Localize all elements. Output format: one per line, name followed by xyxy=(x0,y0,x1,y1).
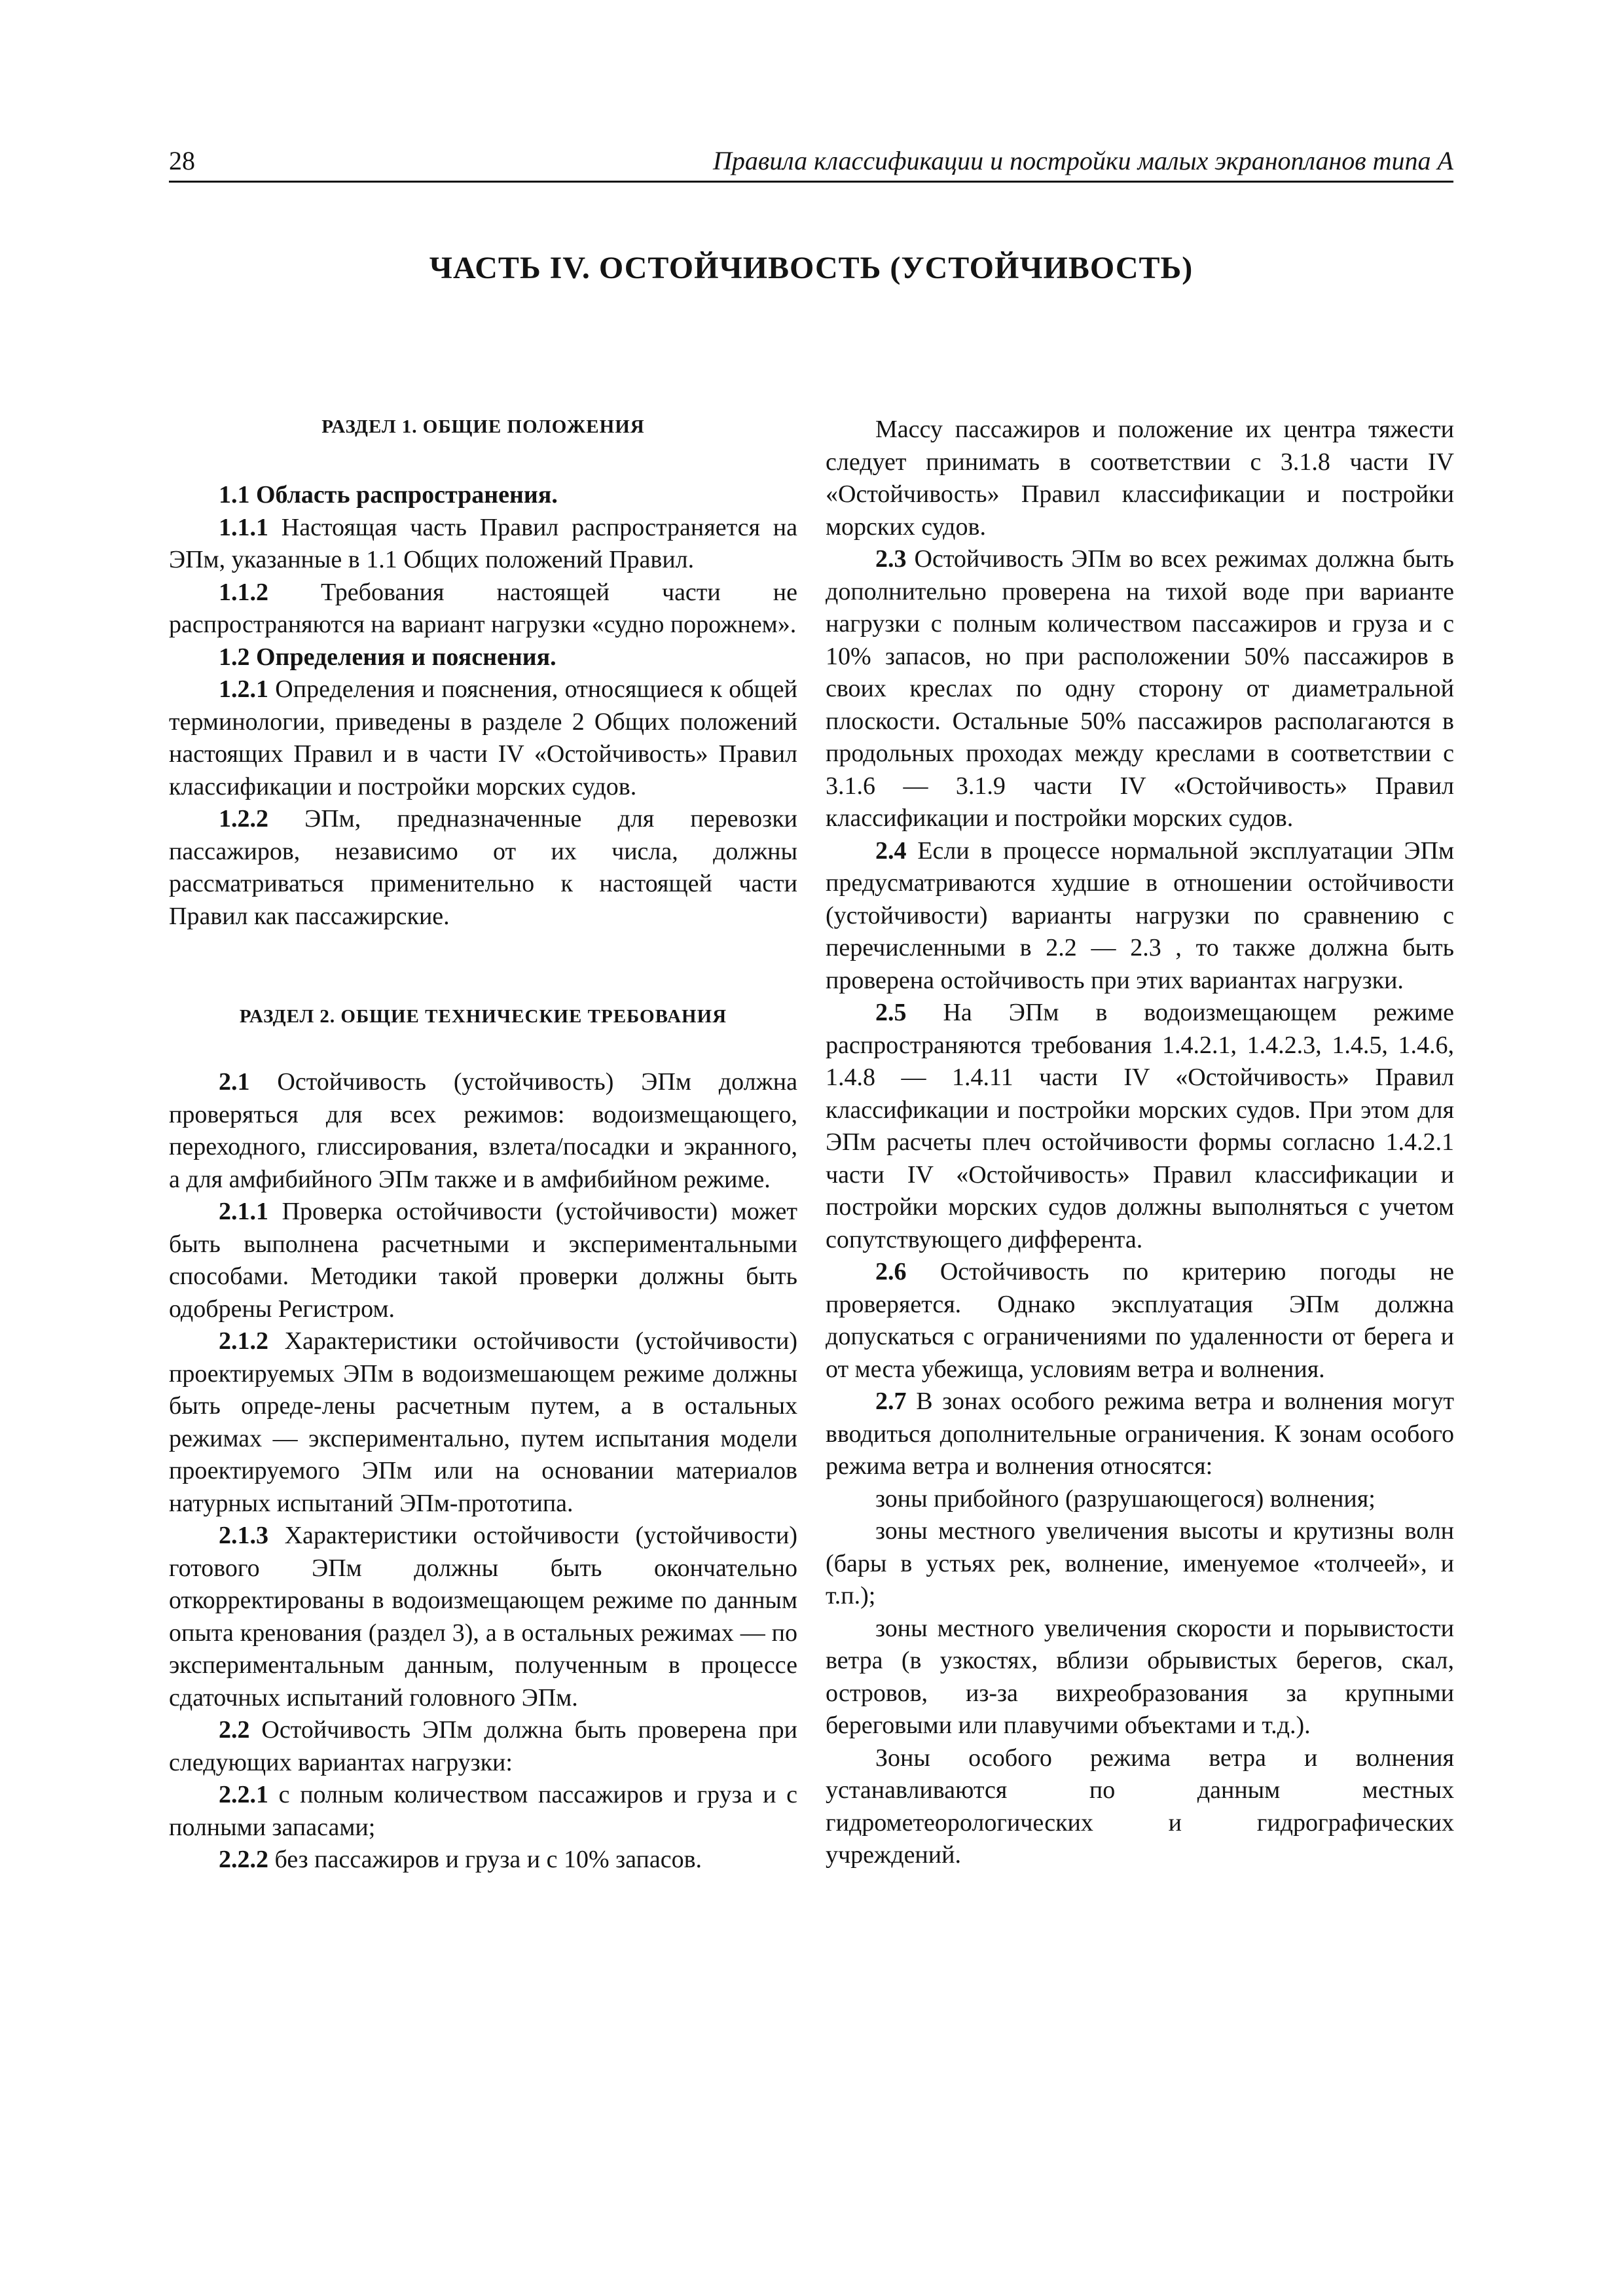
clause-text: Если в процессе нормальной эксплуатации ЭПм предусматриваются худшие в отношении остойчивости (устойчивости) варианты нагрузки по сравнению с перечисленными в 2.2 — 2.3 , то также должна быть проверена остойчивость при этих вариантах нагрузки. xyxy=(826,836,1454,994)
paragraph-1-1-2 xyxy=(169,577,797,641)
clause-number: 2.6 xyxy=(875,1258,907,1285)
paragraph-1-2-2 xyxy=(169,803,797,933)
clause-number: 2.1.3 xyxy=(219,1522,268,1549)
clause-number: 2.1 xyxy=(219,1068,250,1096)
right-column xyxy=(826,414,1454,1872)
clause-text: Остойчивость (устойчивость) ЭПм должна проверяться для всех режимов: водоизмещающего, переходного, глиссирования, взлета/посадки и экранного, а для амфибийного ЭПм также и в амфибийном режиме. xyxy=(169,1068,797,1193)
zone-item: зоны местного увеличения скорости и порывистости ветра (в узкостях, вблизи обрывистых берегов, скал, островов, из-за вихреобразования за крупными береговыми или плавучими объектами и т.д.). xyxy=(826,1614,1454,1739)
clause-number: 2.2.1 xyxy=(219,1781,268,1808)
clause-number: 2.1.1 xyxy=(219,1198,268,1225)
clause-text: Остойчивость по критерию погоды не проверяется. Однако эксплуатация ЭПм должна допускаться с ограничениями по удаленности от берега и от места убежища, условиям ветра и волнения. xyxy=(826,1258,1454,1383)
paragraph-2-1-1 xyxy=(169,1196,797,1325)
paragraph-2-3 xyxy=(826,543,1454,835)
clause-text: ЭПм, предназначенные для перевозки пассажиров, независимо от их числа, должны рассматриваться применительно к настоящей части Правил как пассажирские. xyxy=(169,805,797,930)
clause-number: 2.4 xyxy=(875,836,907,865)
zone-item: зоны местного увеличения высоты и крутизны волн (бары в устьях рек, волнение, именуемое «толчеей», и т.п.); xyxy=(826,1517,1454,1609)
paragraph-passenger-mass: Массу пассажиров и положение их центра тяжести следует принимать в соответствии с 3.1.8 части IV «Остойчивость» Правил классификации и постройки морских судов. xyxy=(826,416,1454,541)
section-2-heading: РАЗДЕЛ 2. ОБЩИЕ ТЕХНИЧЕСКИЕ ТРЕБОВАНИЯ xyxy=(239,1006,727,1027)
left-column xyxy=(169,414,797,1876)
clause-number: 1.2.1 xyxy=(219,675,268,703)
clause-number: 2.2.2 xyxy=(219,1846,268,1873)
page-number: 28 xyxy=(169,146,195,175)
clause-text: с полным количеством пассажиров и груза и с полными запасами; xyxy=(169,1781,797,1841)
part-title: ЧАСТЬ IV. ОСТОЙЧИВОСТЬ (УСТОЙЧИВОСТЬ) xyxy=(429,251,1194,285)
clause-text: Характеристики остойчивости (устойчивости) готового ЭПм должны быть окончательно откорректированы в водоизмещающем режиме по данным опыта кренования (раздел 3), а в остальных режимах — по экспериментальным данным, полученным в процессе сдаточных испытаний головного ЭПм. xyxy=(169,1522,797,1712)
paragraph-2-4 xyxy=(826,835,1454,997)
section-1-heading: РАЗДЕЛ 1. ОБЩИЕ ПОЛОЖЕНИЯ xyxy=(321,416,645,437)
clause-text: На ЭПм в водоизмещающем режиме распространяются требования 1.4.2.1, 1.4.2.3, 1.4.5, 1.4.6, 1.4.8 — 1.4.11 части IV «Остойчивость» Правил классификации и постройки морских судов. При этом для ЭПм расчеты плеч остойчивости формы согласно 1.4.2.1 части IV «Остойчивость» Правил классификации и постройки морских судов должны выполняться с учетом сопутствующего дифферента. xyxy=(826,999,1454,1253)
clause-number: 2.1.2 xyxy=(219,1327,268,1355)
clause-text: Требования настоящей части не распространяются на вариант нагрузки «судно порожнем». xyxy=(169,578,797,638)
clause-text: Характеристики остойчивости (устойчивости) проектируемых ЭПм в водоизмешающем режиме должны быть опреде-лены расчетным путем, а в остальных режимах — экспериментально, путем испытания модели проектируемого ЭПм или на основании материалов натурных испытаний ЭПм-прототипа. xyxy=(169,1327,797,1517)
clause-number: 1.1.1 xyxy=(219,513,268,541)
paragraph-2-6 xyxy=(826,1256,1454,1386)
paragraph-2-7 xyxy=(826,1386,1454,1483)
paragraph-2-1-3 xyxy=(169,1520,797,1714)
clause-number: 2.3 xyxy=(875,545,907,573)
paragraph-1-2-1 xyxy=(169,673,797,803)
clause-text: Определения и пояснения, относящиеся к общей терминологии, приведены в разделе 2 Общих положений настоящих Правил и в части IV «Остойчивость» Правил классификации и постройки морских судов. xyxy=(169,675,797,800)
page-header xyxy=(169,143,1453,179)
clause-text: Проверка остойчивости (устойчивости) может быть выполнена расчетными и экспериментальными способами. Методики такой проверки должны быть одобрены Регистром. xyxy=(169,1198,797,1323)
paragraph-2-5 xyxy=(826,997,1454,1256)
clause-number: 2.7 xyxy=(875,1388,907,1415)
paragraph-2-2 xyxy=(169,1714,797,1779)
clause-text: без пассажиров и груза и с 10% запасов. xyxy=(268,1846,702,1873)
clause-text: Остойчивость ЭПм во всех режимах должна быть дополнительно проверена на тихой воде при варианте нагрузки с полным количеством пассажиров и груза и с 10% запасов, но при расположении 50% пассажиров в своих креслах по одну сторону от диаметральной плоскости. Остальные 50% пассажиров располагаются в продольных проходах между креслами в соответствии с 3.1.6 — 3.1.9 части IV «Остойчивость» Правил классификации и постройки морских судов. xyxy=(826,545,1454,832)
zone-item: зоны прибойного (разрушающегося) волнения; xyxy=(875,1484,1376,1513)
paragraph-2-1 xyxy=(169,1066,797,1196)
paragraph-1-1-1 xyxy=(169,512,797,577)
subsection-1-2-heading: 1.2 Определения и пояснения. xyxy=(219,643,556,671)
paragraph-2-2-1 xyxy=(169,1779,797,1844)
subsection-1-1-heading: 1.1 Область распространения. xyxy=(219,481,558,509)
header-rule xyxy=(169,181,1453,183)
clause-number: 1.2.2 xyxy=(219,805,268,833)
clause-number: 2.5 xyxy=(875,999,907,1026)
clause-text: В зонах особого режима ветра и волнения могут вводиться дополнительные ограничения. К зонам особого режима ветра и волнения относятся: xyxy=(826,1388,1454,1480)
paragraph-2-1-2 xyxy=(169,1325,797,1520)
clause-text: Остойчивость ЭПм должна быть проверена при следующих вариантах нагрузки: xyxy=(169,1716,797,1776)
running-title: Правила классификации и постройки малых экранопланов типа А xyxy=(712,146,1453,175)
clause-number: 1.1.2 xyxy=(219,578,268,606)
paragraph-final: Зоны особого режима ветра и волнения устанавливаются по данным местных гидрометеорологических и гидрографических учреждений. xyxy=(826,1744,1454,1869)
clause-number: 2.2 xyxy=(219,1716,250,1744)
clause-text: Настоящая часть Правил распространяется на ЭПм, указанные в 1.1 Общих положений Правил. xyxy=(169,513,797,573)
paragraph-2-2-2 xyxy=(169,1844,797,1876)
